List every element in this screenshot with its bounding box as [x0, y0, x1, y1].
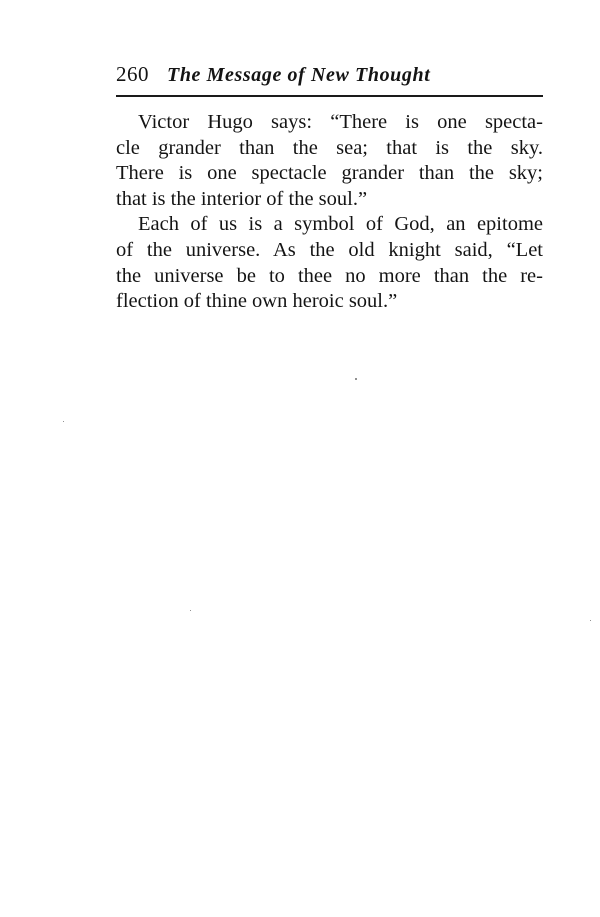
- text-line: of the universe. As the old knight said, “Let: [116, 238, 543, 261]
- running-head: [116, 62, 544, 92]
- header-rule: [116, 95, 543, 97]
- paragraph-victor-hugo-quote: [116, 110, 543, 212]
- running-title: The Message of New Thought: [167, 64, 431, 86]
- text-line: that is the interior of the soul.”: [116, 187, 368, 210]
- page-number: 260: [116, 62, 149, 86]
- text-line: Each of us is a symbol of God, an epitome: [138, 213, 543, 236]
- text-line: There is one spectacle grander than the sky;: [116, 162, 543, 185]
- paper-speck: [590, 620, 591, 621]
- text-line: Victor Hugo says: “There is one specta-: [138, 111, 543, 133]
- paper-speck: [190, 610, 191, 611]
- paper-speck: [63, 421, 64, 422]
- paper-speck: [355, 378, 357, 380]
- text-line: the universe be to thee no more than the re-: [116, 264, 543, 287]
- text-line: cle grander than the sea; that is the sky.: [116, 136, 543, 159]
- paragraph-symbol-of-god: [116, 212, 543, 314]
- body-text: [116, 110, 543, 315]
- text-line: flection of thine own heroic soul.”: [116, 290, 398, 313]
